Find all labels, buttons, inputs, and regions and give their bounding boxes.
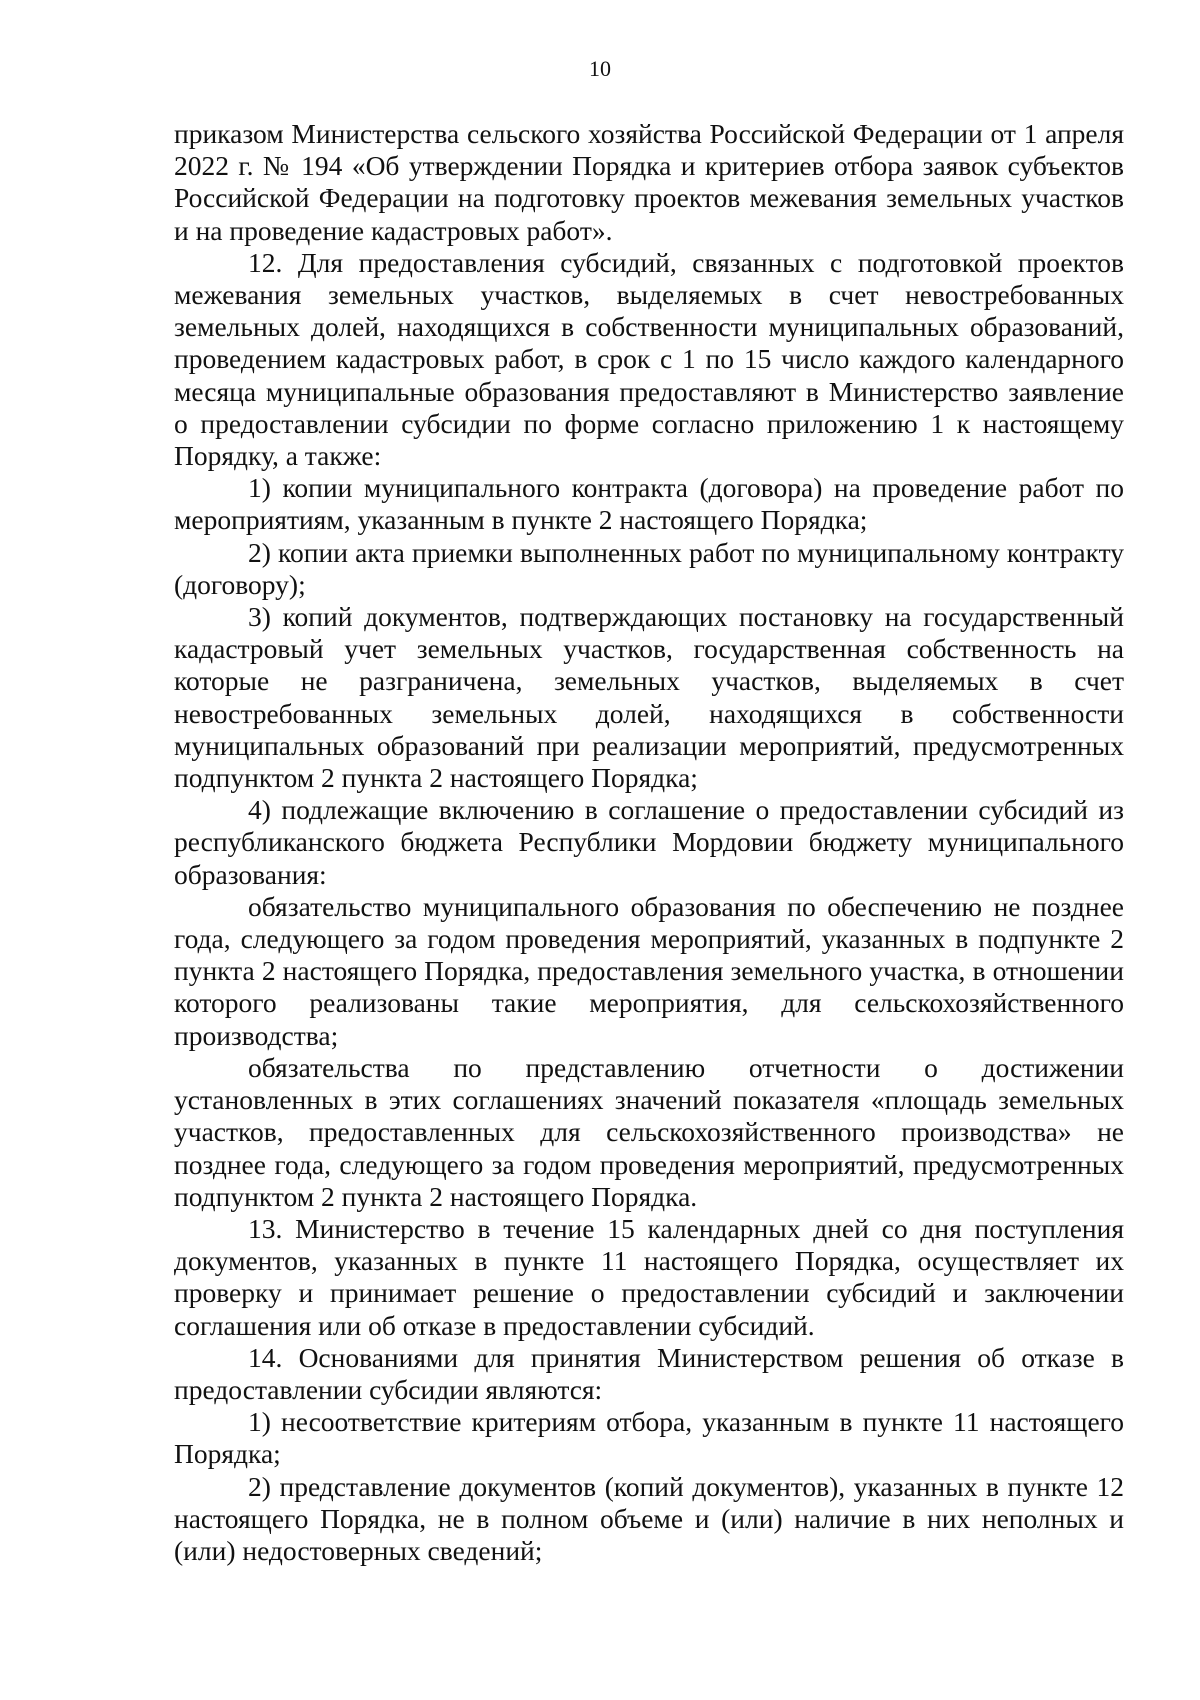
- paragraph-item-12: 12. Для предоставления субсидий, связанных с подготовкой проектов межевания земельных участков, выделяемых в счет невостребованных земельных долей, находящихся в собственности муниципальных образований, проведением кадастровых работ, в срок с 1 по 15 число каждого календарного месяца муниципальные образования предоставляют в Министерство заявление о предоставлении субсидии по форме согласно приложению 1 к настоящему Порядку, а также:: [174, 246, 1124, 472]
- paragraph-obligation-land: обязательство муниципального образования по обеспечению не позднее года, следующего за годом проведения мероприятий, указанных в подпункте 2 пункта 2 настоящего Порядка, предоставления земельного участка, в отношении которого реализованы такие мероприятия, для сельскохозяйственного производства;: [174, 890, 1124, 1051]
- paragraph-item-13: 13. Министерство в течение 15 календарных дней со дня поступления документов, указанных в пункте 11 настоящего Порядка, осуществляет их проверку и принимает решение о предоставлении субсидий и заключении соглашения или об отказе в предоставлении субсидий.: [174, 1212, 1124, 1341]
- paragraph-item-12-1: 1) копии муниципального контракта (договора) на проведение работ по мероприятиям, указанным в пункте 2 настоящего Порядка;: [174, 472, 1124, 536]
- paragraph-item-14-1: 1) несоответствие критериям отбора, указанным в пункте 11 настоящего Порядка;: [174, 1406, 1124, 1470]
- paragraph-item-14: 14. Основаниями для принятия Министерством решения об отказе в предоставлении субсидии являются:: [174, 1341, 1124, 1405]
- paragraph-item-12-2: 2) копии акта приемки выполненных работ по муниципальному контракту (договору);: [174, 536, 1124, 600]
- page-number: 10: [589, 56, 611, 81]
- paragraph-order-reference: приказом Министерства сельского хозяйства Российской Федерации от 1 апреля 2022 г. № 194 «Об утверждении Порядка и критериев отбора заявок субъектов Российской Федерации на подготовку проектов межевания земельных участков и на проведение кадастровых работ».: [174, 118, 1124, 246]
- paragraph-item-14-2: 2) представление документов (копий документов), указанных в пункте 12 настоящего Порядка, не в полном объеме и (или) наличие в них неполных и (или) недостоверных сведений;: [174, 1470, 1124, 1566]
- paragraph-obligation-reporting: обязательства по представлению отчетности о достижении установленных в этих соглашениях значений показателя «площадь земельных участков, предоставленных для сельскохозяйственного производства» не позднее года, следующего за годом проведения мероприятий, предусмотренных подпунктом 2 пункта 2 настоящего Порядка.: [174, 1051, 1124, 1212]
- paragraph-item-12-3: 3) копий документов, подтверждающих постановку на государственный кадастровый учет земельных участков, государственная собственность на которые не разграничена, земельных участков, выделяемых в счет невостребованных земельных долей, находящихся в собственности муниципальных образований при реализации мероприятий, предусмотренных подпунктом 2 пункта 2 настоящего Порядка;: [174, 601, 1124, 794]
- paragraph-item-12-4: 4) подлежащие включению в соглашение о предоставлении субсидий из республиканского бюджета Республики Мордовии бюджету муниципального образования:: [174, 794, 1124, 890]
- document-body: [174, 118, 1124, 1567]
